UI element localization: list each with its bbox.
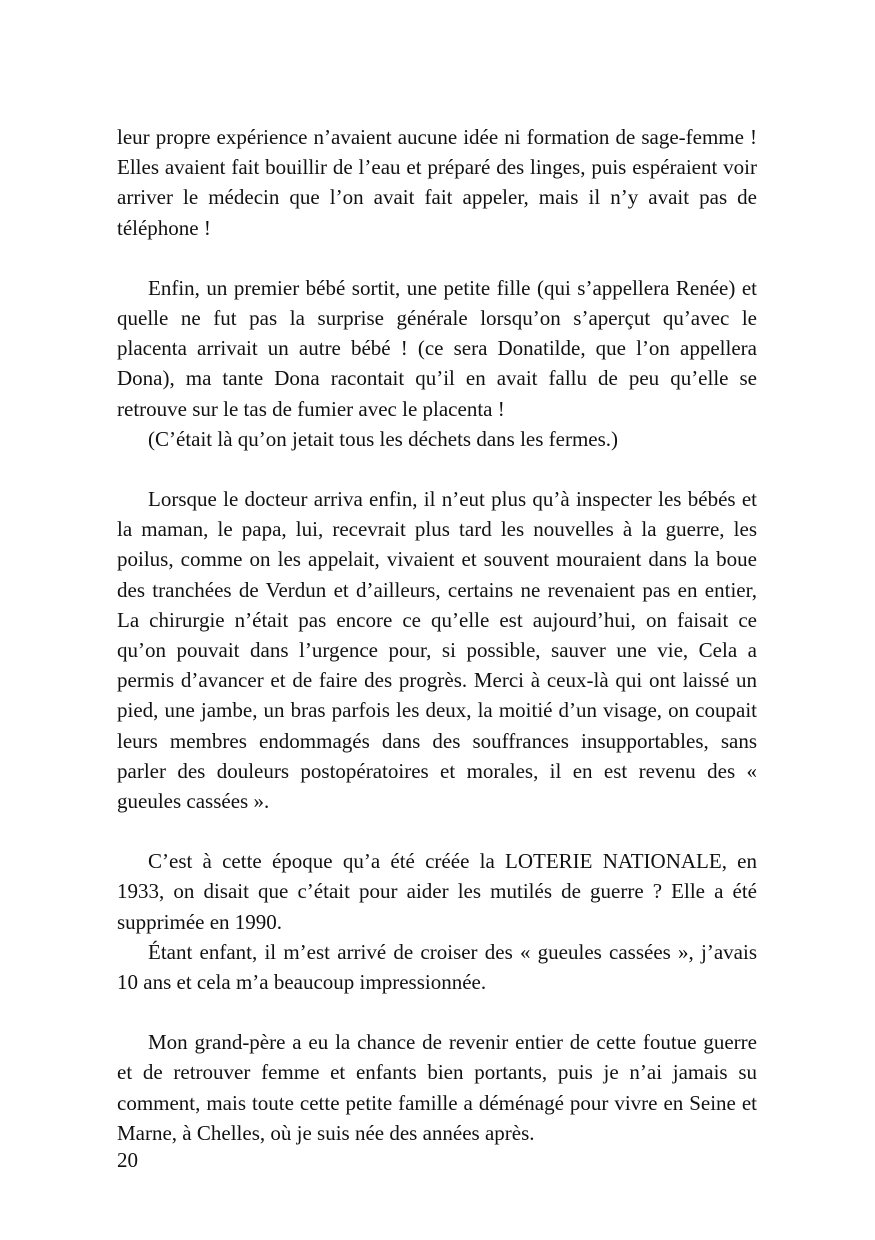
paragraph-gap [117, 816, 757, 846]
paragraph-childhood-memory: Étant enfant, il m’est arrivé de croiser des « gueules cassées », j’avais 10 ans et cela m’a beaucoup impressionnée. [117, 939, 757, 995]
paragraph-doctor-war: Lorsque le docteur arriva enfin, il n’eut plus qu’à inspecter les bébés et la maman, le papa, lui, recevrait plus tard les nouvelles à la guerre, les poilus, comme on les appelait, vivaient et souvent mouraient dans la boue des tranchées de Verdun et d’ailleurs, certains ne revenaient pas en entier, La chirurgie n’était pas encore ce qu’elle est aujourd’hui, on faisait ce qu’on pouvait dans l’urgence pour, si possible, sauver une vie, Cela a permis d’avancer et de faire des progrès. Merci à ceux-là qui ont laissé un pied, une jambe, un bras parfois les deux, la moitié d’un visage, on coupait leurs membres endommagés dans des souffrances insupportables, sans parler des douleurs postopératoires et morales, il en est revenu des « gueules cassées ». [117, 487, 757, 814]
paragraph-lottery: C’est à cette époque qu’a été créée la LOTERIE NATIONALE, en 1933, on disait que c’était pour aider les mutilés de guerre ? Elle a été supprimée en 1990. [117, 849, 757, 934]
paragraph-continuation: leur propre expérience n’avaient aucune idée ni formation de sage-femme ! Elles avaient fait bouillir de l’eau et préparé des linges, puis espéraient voir arriver le médecin que l’on avait fait appeler, mais il n’y avait pas de téléphone ! [117, 125, 757, 240]
page-number: 20 [117, 1148, 138, 1172]
paragraph-twins-birth: Enfin, un premier bébé sortit, une petite fille (qui s’appellera Renée) et quelle ne fut pas la surprise générale lorsqu’on s’aperçut qu’avec le placenta arrivait un autre bébé ! (ce sera Donatilde, que l’on appellera Dona), ma tante Dona racontait qu’il en avait fallu de peu qu’elle se retrouve sur le tas de fumier avec le placenta ! [117, 275, 757, 421]
paragraph-gap [117, 243, 757, 273]
paragraph-gap [117, 997, 757, 1027]
paragraph-gap [117, 454, 757, 484]
paragraph-farm-note: (C’était là qu’on jetait tous les déchets dans les fermes.) [148, 426, 619, 451]
page-body [117, 122, 757, 1148]
paragraph-grandfather: Mon grand-père a eu la chance de revenir entier de cette foutue guerre et de retrouver femme et enfants bien portants, puis je n’ai jamais su comment, mais toute cette petite famille a déménagé pour vivre en Seine et Marne, à Chelles, où je suis née des années après. [117, 1030, 757, 1145]
